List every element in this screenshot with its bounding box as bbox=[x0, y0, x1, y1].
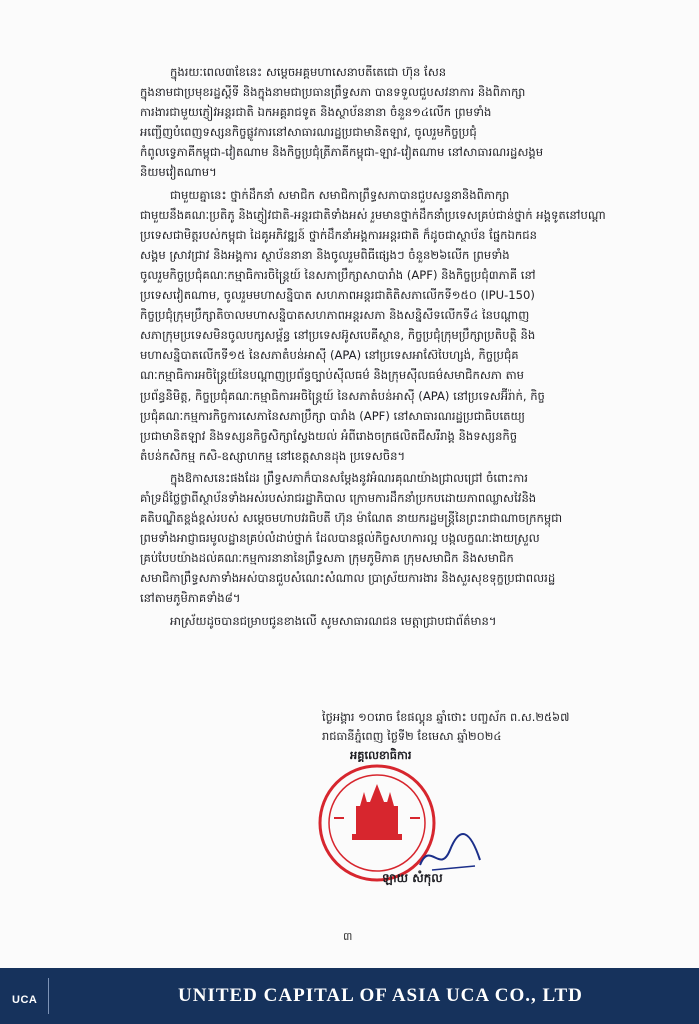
text-line: អញ្ជើញបំពេញទស្សនកិច្ចផ្លូវការនៅសាធារណរដ្ឋប្រជាមានិតឡាវ, ចូលរួមកិច្ចប្រជុំ bbox=[140, 125, 477, 140]
text-line: អាស្រ័យដូចបានជម្រាបជូនខាងលើ សូមសាធារណជន មេត្តាជ្រាបជាព័ត៌មាន។ bbox=[170, 613, 497, 628]
paragraph-1 bbox=[110, 62, 630, 183]
text-line: និយមវៀតណាម។ bbox=[140, 165, 217, 180]
press-release-body bbox=[110, 62, 630, 633]
text-line: គាំទ្រដ៏ថ្លៃថ្លាពីស្ថាប័នទាំងអស់របស់រាជរដ្ឋាភិបាល ក្រោមការដឹកនាំប្រកបដោយភាពឈ្លាសវៃនិង bbox=[140, 490, 537, 505]
company-footer bbox=[0, 968, 699, 1024]
text-line: ក្នុងនាមជាប្រមុខរដ្ឋស្តីទី និងក្នុងនាមជាប្រធានព្រឹទ្ធសភា បានទទួលជួបសវនាការ និងពិភាក្សា bbox=[140, 85, 526, 100]
text-line: កិច្ចប្រជុំក្រុមប្រឹក្សាតិចាលមហាសន្និបាតសហភាពអន្តរសភា និងសន្និសីទលើកទី៤ នៃបណ្តាញ bbox=[140, 308, 530, 323]
company-name: UNITED CAPITAL OF ASIA UCA CO., LTD bbox=[178, 985, 583, 1006]
text-line: គ្រប់បែបយ៉ាងដល់គណៈកម្មការនានានៃព្រឹទ្ធសភា ក្រុមភូមិភាគ ក្រុមសមាជិក និងសមាជិក bbox=[140, 551, 514, 566]
text-line: ជាមួយគ្នានេះ ថ្នាក់ដឹកនាំ សមាជិក សមាជិកាព្រឹទ្ធសភាបានជួបសន្ទនានិងពិភាក្សា bbox=[170, 187, 510, 202]
text-line: ប្រជាមានិតឡាវ និងទស្សនកិច្ចសិក្សាស្វែងយល់ អំពីរោងចក្រផលិតជីសរីរាង្គ និងទស្សនកិច្ច bbox=[140, 428, 518, 443]
text-line: ការងារជាមួយភ្ញៀវអន្តរជាតិ ឯកអគ្គរាជទូត និងស្ថាប័ននានា ចំនួន១៤លើក ព្រមទាំង bbox=[140, 105, 492, 120]
text-line: សមាជិកាព្រឹទ្ធសភាទាំងអស់បានជួបសំណេះសំណាល ប្រាស្រ័យការងារ និងសួរសុខទុក្ខប្រជាពលរដ្ឋ bbox=[140, 571, 556, 586]
text-line: ក្នុងឱកាសនេះផងដែរ ព្រឹទ្ធសភាក៏បានសម្តែងនូវអំណរគុណយ៉ាងជ្រាលជ្រៅ ចំពោះការ bbox=[170, 470, 528, 485]
text-line: ប្រទេសវៀតណាម, ចូលរួមមហាសន្និបាត សហភាពអន្តរជាតិតិសភាលើកទី១៥០ (IPU-150) bbox=[140, 288, 535, 303]
paragraph-4 bbox=[110, 611, 630, 631]
text-line: ប្រព័ន្ធនិមិត្ត, កិច្ចប្រជុំគណៈកម្មាធិការអចិន្ត្រៃយ៍ នៃសភាតំបន់អាស៊ី (APA) នៅប្រទេសអ៊ីរ៉ាក់, កិច្ច bbox=[140, 388, 545, 403]
date-solar: រាជធានីភ្នំពេញ ថ្ងៃទី២ ខែមេសា ឆ្នាំ២០២៤ bbox=[322, 729, 502, 743]
uca-logo-icon bbox=[12, 978, 49, 1014]
text-line: នៅតាមភូមិភាគទាំង៨។ bbox=[140, 591, 241, 606]
text-line: ណៈកម្មាធិការអចិន្ត្រៃយ៍នៃបណ្តាញប្រព័ន្ធច្បាប់ស៊ីលធម៌ និងក្រុមស៊ីលធម៌សមាជិកសភា តាម bbox=[140, 368, 525, 383]
paragraph-2 bbox=[110, 185, 630, 466]
text-line: ចូលរួមកិច្ចប្រជុំគណៈកម្មាធិការចិន្ត្រៃយ៍ នៃសភាប្រឹក្សាសាបារាំង (APF) និងកិច្ចប្រជុំ៣ភាគី នៅ bbox=[140, 267, 536, 282]
text-line: ប្រទេសជាមិត្តរបស់កម្ពុជា ដៃគូអភិវឌ្ឍន៍ ថ្នាក់ដឹកនាំអង្គការអន្តរជាតិ ក៏ដូចជាស្ថាប័ន ផ្នែកឯកជន bbox=[140, 227, 537, 242]
text-line: សភាក្រុមប្រទេសមិនចូលបក្សសម្ព័ន្ធ នៅប្រទេសអ៊ូសបេគីស្ថាន, កិច្ចប្រជុំក្រុមប្រឹក្សាប្រតិបត្តិ និង bbox=[140, 328, 536, 343]
text-line: គតិបណ្ឌិតខ្ពង់ខ្ពស់របស់ សម្តេចមហាបវរធិបតី ហ៊ុន ម៉ាណែត នាយករដ្ឋមន្ត្រីនៃព្រះរាជាណាចក្រកម្ពុជា bbox=[140, 511, 563, 526]
page-number: ៣ bbox=[343, 930, 353, 943]
signoff-block bbox=[322, 708, 642, 765]
text-line: ព្រមទាំងអាជ្ញាធរមូលដ្ឋានគ្រប់លំដាប់ថ្នាក់ ដែលបានផ្តល់កិច្ចសហការល្អ បង្កលក្ខណៈងាយស្រួល bbox=[140, 531, 540, 546]
logo-text: UCA bbox=[12, 994, 38, 1006]
paragraph-3 bbox=[110, 468, 630, 609]
text-line: ក្នុងរយៈពេល៣ខែនេះ សម្តេចអគ្គមហាសេនាបតីតេជោ ហ៊ុន សែន bbox=[170, 65, 447, 79]
text-line: ជាមួយនឹងគណៈប្រតិភូ និងភ្ញៀវជាតិ-អន្តរជាតិទាំងអស់ រួមមានថ្នាក់ដឹកនាំប្រទេសគ្រប់ជាន់ថ្នាក់ អង្គទូតនៅបណ្តា bbox=[140, 207, 606, 222]
text-line: សង្គម ស្រាវជ្រាវ និងអង្គការ ស្ថាប័ននានា និងចូលរួមពិធីផ្សេងៗ ចំនួន២៦លើក ព្រមទាំង bbox=[140, 247, 510, 262]
text-line: តំបន់កសិកម្ម កសិ-ឧស្សាហកម្ម នៅខេត្តសានដុង ប្រទេសចិន។ bbox=[140, 448, 406, 463]
signer-name: ឡាយ សំកុល bbox=[382, 871, 443, 885]
date-lunar: ថ្ងៃអង្គារ ១០រោច ខែផល្គុន ឆ្នាំថោះ បញ្ចស័ក ព.ស.២៥៦៧ bbox=[322, 710, 570, 724]
text-line: កំពូលទ្វេភាគីកម្ពុជា-វៀតណាម និងកិច្ចប្រជុំត្រីភាគីកម្ពុជា-ឡាវ-វៀតណាម នៅសាធារណរដ្ឋសង្គម bbox=[140, 145, 544, 160]
signer-title: អគ្គលេខាធិការ bbox=[350, 748, 412, 762]
text-line: ប្រជុំគណៈកម្មការកិច្ចការសេភានៃសភាប្រឹក្សា បារាំង (APF) នៅសាធារណរដ្ឋប្រជាធិបតេយ្យ bbox=[140, 408, 526, 423]
text-line: មហាសន្និបាតលើកទី១៥ នៃសភាតំបន់អាស៊ី (APA) នៅប្រទេសអាស៊ែបៃហ្សង់, កិច្ចប្រជុំគ bbox=[140, 348, 519, 363]
